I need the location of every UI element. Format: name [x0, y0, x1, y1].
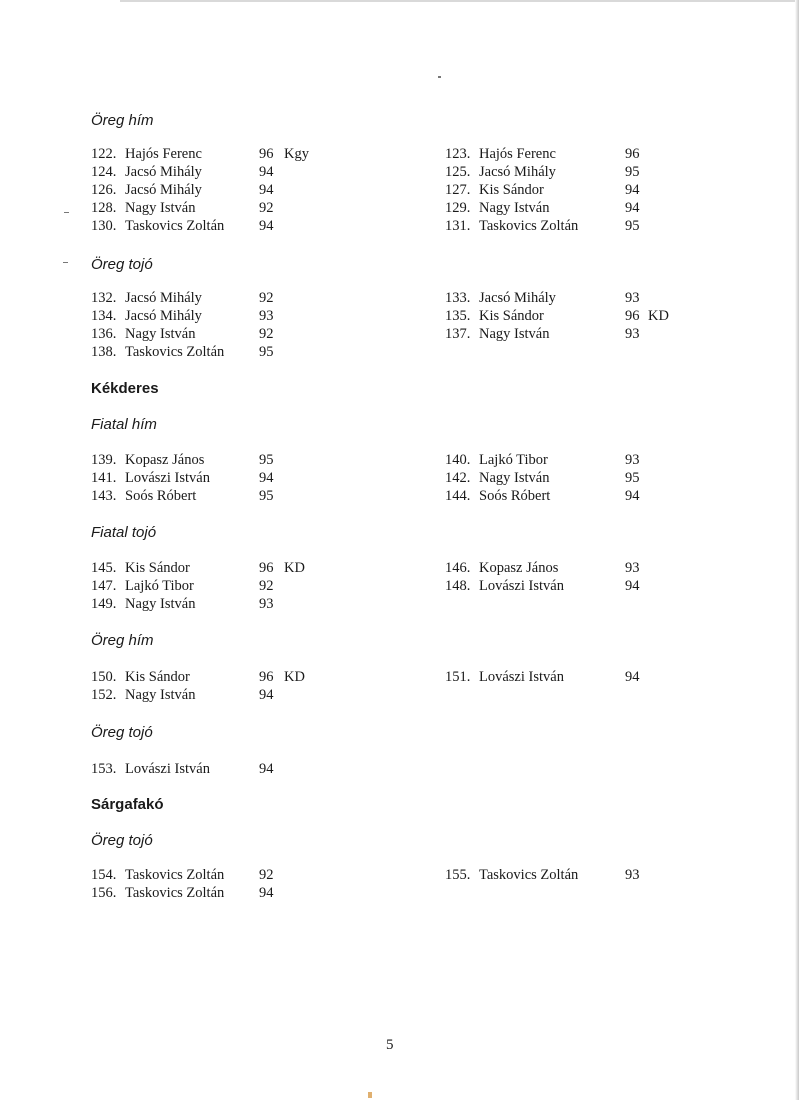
entry-score: 93 [625, 867, 640, 883]
entry-score: 94 [625, 200, 640, 216]
entry-name: Taskovics Zoltán [125, 218, 225, 234]
entry-score: 96 [625, 146, 640, 162]
entry-score: 95 [259, 344, 274, 360]
entry-score: 94 [259, 885, 274, 901]
entry-number: 148. [445, 578, 471, 594]
entry-award: KD [284, 560, 305, 576]
scan-edge-right [795, 0, 799, 1100]
entry-score: 95 [625, 164, 640, 180]
entry-number: 128. [91, 200, 117, 216]
entry-number: 149. [91, 596, 117, 612]
entry-number: 123. [445, 146, 471, 162]
entry-number: 146. [445, 560, 471, 576]
entry-award: KD [648, 308, 669, 324]
entry-number: 152. [91, 687, 117, 703]
entry-number: 131. [445, 218, 471, 234]
page-number: 5 [386, 1037, 394, 1053]
entry-score: 92 [259, 578, 274, 594]
entry-score: 94 [625, 669, 640, 685]
category-heading: Öreg tojó [91, 256, 153, 273]
entry-number: 142. [445, 470, 471, 486]
entry-name: Jacsó Mihály [125, 164, 202, 180]
entry-name: Nagy István [479, 470, 550, 486]
entry-name: Lajkó Tibor [479, 452, 548, 468]
entry-score: 92 [259, 867, 274, 883]
entry-score: 94 [259, 182, 274, 198]
entry-name: Nagy István [479, 326, 550, 342]
entry-name: Kis Sándor [479, 308, 544, 324]
entry-score: 92 [259, 200, 274, 216]
scan-speck [63, 262, 68, 263]
entry-score: 95 [625, 470, 640, 486]
entry-name: Nagy István [125, 687, 196, 703]
entry-score: 92 [259, 326, 274, 342]
entry-number: 139. [91, 452, 117, 468]
entry-name: Taskovics Zoltán [125, 344, 225, 360]
category-heading: Öreg tojó [91, 832, 153, 849]
category-heading: Öreg hím [91, 112, 154, 129]
entry-score: 93 [259, 596, 274, 612]
entry-number: 150. [91, 669, 117, 685]
entry-score: 95 [625, 218, 640, 234]
entry-score: 95 [259, 488, 274, 504]
category-heading: Fiatal hím [91, 416, 157, 433]
entry-number: 147. [91, 578, 117, 594]
entry-name: Hajós Ferenc [479, 146, 556, 162]
entry-name: Taskovics Zoltán [479, 218, 579, 234]
entry-number: 140. [445, 452, 471, 468]
entry-number: 156. [91, 885, 117, 901]
entry-number: 153. [91, 761, 117, 777]
entry-name: Jacsó Mihály [479, 290, 556, 306]
entry-score: 96 [625, 308, 640, 324]
section-heading: Kékderes [91, 380, 159, 397]
entry-score: 93 [625, 452, 640, 468]
entry-score: 94 [625, 182, 640, 198]
entry-score: 93 [259, 308, 274, 324]
entry-number: 141. [91, 470, 117, 486]
entry-name: Jacsó Mihály [125, 182, 202, 198]
entry-name: Kopasz János [479, 560, 559, 576]
entry-name: Jacsó Mihály [125, 308, 202, 324]
entry-name: Jacsó Mihály [479, 164, 556, 180]
entry-name: Lovászi István [479, 578, 564, 594]
entry-name: Taskovics Zoltán [125, 867, 225, 883]
entry-name: Soós Róbert [125, 488, 197, 504]
entry-number: 151. [445, 669, 471, 685]
entry-number: 124. [91, 164, 117, 180]
entry-number: 134. [91, 308, 117, 324]
entry-score: 94 [625, 578, 640, 594]
entry-name: Kis Sándor [125, 560, 190, 576]
section-heading: Sárgafakó [91, 796, 164, 813]
entry-score: 94 [259, 761, 274, 777]
entry-name: Taskovics Zoltán [479, 867, 579, 883]
entry-name: Kis Sándor [125, 669, 190, 685]
entry-name: Lovászi István [479, 669, 564, 685]
entry-name: Lovászi István [125, 470, 210, 486]
entry-name: Kis Sándor [479, 182, 544, 198]
category-heading: Öreg hím [91, 632, 154, 649]
entry-number: 137. [445, 326, 471, 342]
scan-edge-top [120, 0, 799, 2]
entry-name: Lajkó Tibor [125, 578, 194, 594]
scan-speck [64, 212, 69, 213]
entry-score: 95 [259, 452, 274, 468]
entry-score: 93 [625, 560, 640, 576]
scan-speck [438, 76, 441, 78]
entry-number: 126. [91, 182, 117, 198]
entry-name: Jacsó Mihály [125, 290, 202, 306]
entry-score: 96 [259, 146, 274, 162]
entry-number: 127. [445, 182, 471, 198]
entry-score: 96 [259, 560, 274, 576]
entry-score: 94 [259, 164, 274, 180]
entry-number: 136. [91, 326, 117, 342]
entry-award: KD [284, 669, 305, 685]
category-heading: Öreg tojó [91, 724, 153, 741]
entry-number: 129. [445, 200, 471, 216]
entry-award: Kgy [284, 146, 309, 162]
entry-number: 130. [91, 218, 117, 234]
entry-name: Soós Róbert [479, 488, 551, 504]
entry-score: 94 [259, 687, 274, 703]
entry-name: Lovászi István [125, 761, 210, 777]
entry-name: Kopasz János [125, 452, 205, 468]
entry-score: 94 [259, 470, 274, 486]
entry-number: 154. [91, 867, 117, 883]
entry-number: 143. [91, 488, 117, 504]
entry-name: Taskovics Zoltán [125, 885, 225, 901]
entry-name: Nagy István [479, 200, 550, 216]
category-heading: Fiatal tojó [91, 524, 157, 541]
entry-number: 132. [91, 290, 117, 306]
entry-score: 94 [259, 218, 274, 234]
entry-name: Nagy István [125, 596, 196, 612]
entry-score: 93 [625, 290, 640, 306]
entry-number: 144. [445, 488, 471, 504]
entry-number: 138. [91, 344, 117, 360]
entry-number: 145. [91, 560, 117, 576]
entry-score: 96 [259, 669, 274, 685]
entry-number: 133. [445, 290, 471, 306]
entry-name: Nagy István [125, 326, 196, 342]
entry-score: 93 [625, 326, 640, 342]
entry-score: 92 [259, 290, 274, 306]
entry-number: 135. [445, 308, 471, 324]
entry-name: Hajós Ferenc [125, 146, 202, 162]
scan-speck [368, 1092, 372, 1098]
entry-name: Nagy István [125, 200, 196, 216]
entry-number: 155. [445, 867, 471, 883]
entry-score: 94 [625, 488, 640, 504]
entry-number: 125. [445, 164, 471, 180]
entry-number: 122. [91, 146, 117, 162]
